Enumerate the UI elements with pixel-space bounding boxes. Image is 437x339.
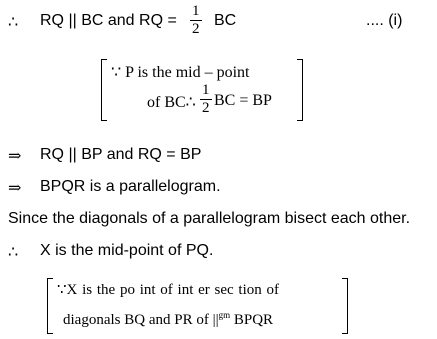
statement-3-text: BPQR is a parallelogram. — [40, 178, 221, 195]
implies-symbol: ⇒ — [8, 180, 22, 197]
fraction-half-2 — [200, 83, 212, 116]
reason-2-line-2b: BPQR — [230, 312, 274, 328]
reason-2-line-2a: diagonals BQ and PR of || — [63, 312, 219, 328]
reason-1-line-1: ∵ P is the mid – point — [111, 64, 250, 81]
fraction-denominator: 2 — [202, 100, 210, 116]
fraction-numerator: 1 — [192, 3, 200, 19]
therefore-symbol: ∴ — [8, 14, 19, 31]
superscript-gm: gm — [218, 310, 231, 320]
left-bracket — [101, 59, 107, 121]
reason-1-line-2a: of BC∴ — [147, 94, 196, 111]
fraction-half-1 — [190, 4, 202, 37]
reason-2-line-2 — [63, 310, 273, 329]
statement-2-text: RQ || BP and RQ = BP — [40, 146, 202, 163]
reason-1-line-2b: BC = BP — [214, 92, 272, 109]
statement-5-text: X is the mid-point of PQ. — [40, 242, 214, 259]
right-bracket — [297, 59, 303, 121]
fraction-numerator: 1 — [202, 82, 210, 98]
therefore-symbol: ∴ — [8, 244, 19, 261]
implies-symbol: ⇒ — [8, 148, 22, 165]
statement-1-text-a: RQ || BC and RQ = — [40, 12, 177, 29]
reason-2-line-1: ∵X is the po int of int er sec tion of — [57, 282, 280, 298]
statement-1-text-b: BC — [214, 12, 237, 29]
left-bracket — [47, 278, 53, 334]
statement-4-text: Since the diagonals of a parallelogram bisect each other. — [8, 210, 411, 227]
equation-label: .... (i) — [366, 12, 403, 29]
fraction-denominator: 2 — [192, 21, 200, 37]
right-bracket — [342, 278, 348, 334]
